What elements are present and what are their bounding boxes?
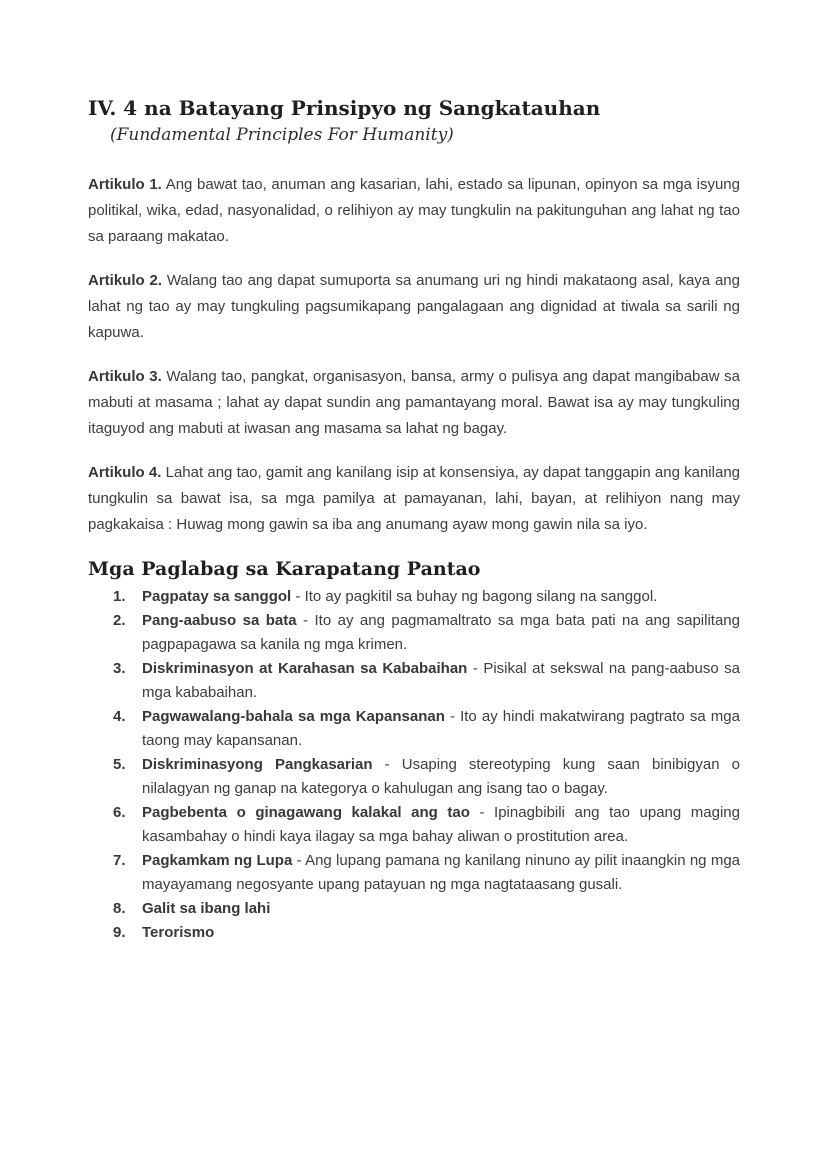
violation-description: Ito ay hindi makatwirang pagtrato sa mga taong may kapansanan.: [142, 708, 740, 749]
page-title: IV. 4 na Batayang Prinsipyo ng Sangkatauhan: [88, 96, 601, 120]
violation-term: Pang-aabuso sa bata: [142, 612, 297, 629]
list-item-9: [88, 921, 740, 945]
list-item-1: [88, 585, 740, 609]
article-paragraph-1: [88, 172, 740, 250]
violation-separator: -: [469, 804, 495, 821]
violation-separator: -: [467, 660, 484, 677]
violation-term: Galit sa ibang lahi: [142, 900, 271, 917]
item-number: 2.: [113, 612, 126, 629]
article-text: Walang tao, pangkat, organisasyon, bansa, army o pulisya ang dapat mangibabaw sa mabuti at masama ; lahat ay dapat sundin ang pamantayang moral. Bawat isa ay may tungkuling itaguyod ang mabuti at iwasan ang masama sa lahat ng bagay.: [88, 368, 740, 437]
article-text: Lahat ang tao, gamit ang kanilang isip at konsensiya, ay dapat tanggapin ang kanilang tungkulin sa bawat isa, sa mga pamilya at pamayanan, lahi, bayan, at relihiyon nang may pagkakaisa : Huwag mong gawin sa iba ang anumang ayaw mong gawin nila sa iyo.: [88, 464, 740, 533]
violation-term: Pagbebenta o ginagawang kalakal ang tao: [142, 804, 470, 821]
item-number: 3.: [113, 660, 126, 677]
item-number: 9.: [113, 924, 126, 941]
article-label: Artikulo 1.: [88, 176, 162, 193]
list-item-4: [88, 705, 740, 753]
violation-term: Pagwawalang-bahala sa mga Kapansanan: [142, 708, 445, 725]
list-item-8: [88, 897, 740, 921]
violations-list: [88, 585, 740, 945]
article-text: Walang tao ang dapat sumuporta sa anumang uri ng hindi makataong asal, kaya ang lahat ng tao ay may tungkuling pagsumikapang pangalagaan ang dignidad at tiwala sa sarili ng kapuwa.: [88, 272, 740, 341]
list-item-7: [88, 849, 740, 897]
articles-section: [88, 172, 740, 538]
violation-description: Pisikal at sekswal na pang-aabuso sa mga kababaihan.: [142, 660, 740, 701]
item-number: 7.: [113, 852, 126, 869]
violation-term: Diskriminasyon at Karahasan sa Kababaihan: [142, 660, 468, 677]
violation-separator: -: [291, 588, 305, 605]
violation-description: Ipinagbibili ang tao upang maging kasambahay o hindi kaya ilagay sa mga bahay aliwan o prostitution area.: [142, 804, 740, 845]
violation-separator: -: [296, 612, 315, 629]
item-number: 8.: [113, 900, 126, 917]
page-subtitle: (Fundamental Principles For Humanity): [110, 125, 454, 145]
article-paragraph-4: [88, 460, 740, 538]
violation-description: Ang lupang pamana ng kanilang ninuno ay pilit inaangkin ng mga mayayamang negosyante upang patayuan ng mga nagtataasang gusali.: [142, 852, 741, 893]
list-item-5: [88, 753, 740, 801]
article-label: Artikulo 4.: [88, 464, 162, 481]
article-paragraph-3: [88, 364, 740, 442]
article-label: Artikulo 3.: [88, 368, 162, 385]
violations-heading: Mga Paglabag sa Karapatang Pantao: [88, 558, 481, 580]
violation-term: Terorismo: [142, 924, 215, 941]
violation-description: Ito ay pagkitil sa buhay ng bagong silang na sanggol.: [304, 588, 658, 605]
article-label: Artikulo 2.: [88, 272, 162, 289]
list-item-2: [88, 609, 740, 657]
violation-term: Diskriminasyong Pangkasarian: [142, 756, 373, 773]
violation-separator: -: [292, 852, 306, 869]
item-number: 4.: [113, 708, 126, 725]
item-number: 5.: [113, 756, 126, 773]
violation-description: Usaping stereotyping kung saan binibigyan o nilalagyan ng ganap na kategorya o kahulugan ang isang tao o bagay.: [142, 756, 740, 797]
violation-description: Ito ay ang pagmamaltrato sa mga bata pati na ang sapilitang pagpapagawa sa kanila ng mga krimen.: [142, 612, 740, 653]
item-number: 6.: [113, 804, 126, 821]
violation-term: Pagkamkam ng Lupa: [142, 852, 293, 869]
list-item-6: [88, 801, 740, 849]
list-item-3: [88, 657, 740, 705]
article-paragraph-2: [88, 268, 740, 346]
violation-separator: -: [444, 708, 461, 725]
violation-separator: -: [372, 756, 402, 773]
item-number: 1.: [113, 588, 126, 605]
violation-term: Pagpatay sa sanggol: [142, 588, 292, 605]
article-text: Ang bawat tao, anuman ang kasarian, lahi, estado sa lipunan, opinyon sa mga isyung politikal, wika, edad, nasyonalidad, o relihiyon ay may tungkulin na pakitunguhan ang lahat ng tao sa paraang makatao.: [88, 176, 740, 245]
